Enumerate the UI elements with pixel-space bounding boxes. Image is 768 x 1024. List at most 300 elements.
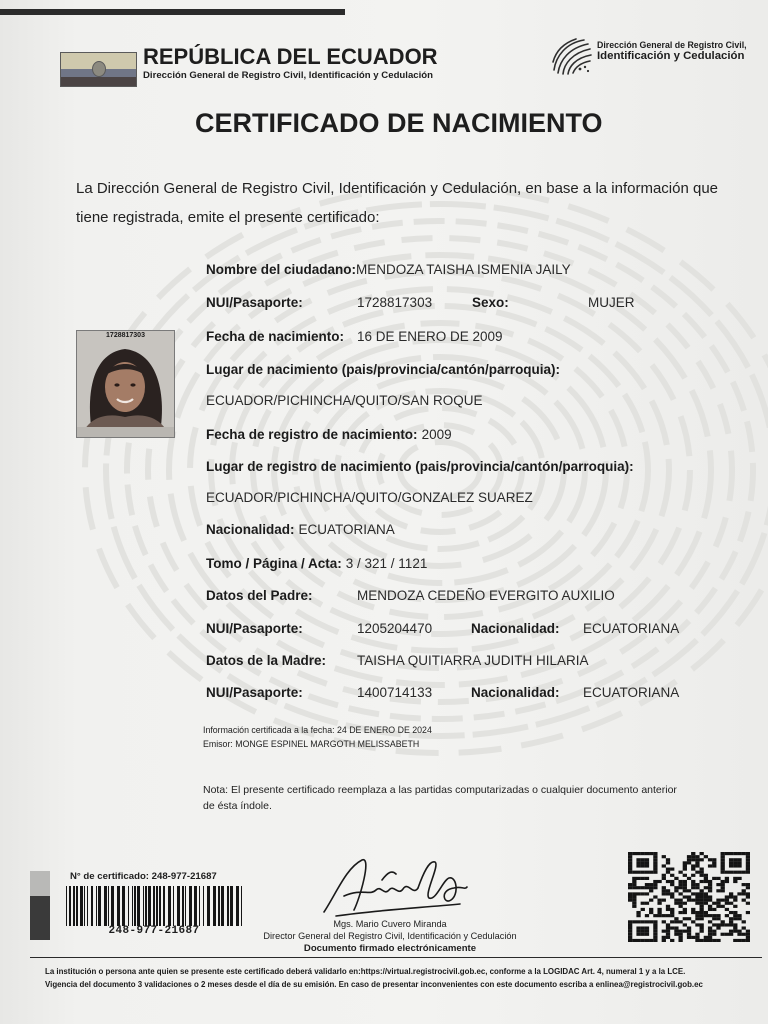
record-label: Tomo / Página / Acta: xyxy=(206,556,342,571)
barcode-bar xyxy=(73,886,75,926)
qr-module xyxy=(636,858,640,861)
barcode-bar xyxy=(185,886,186,926)
qr-module xyxy=(737,930,741,933)
qr-module xyxy=(645,886,649,889)
barcode-bar xyxy=(98,886,101,926)
qr-module xyxy=(641,864,645,867)
qr-module xyxy=(704,902,708,905)
qr-module xyxy=(636,911,640,914)
barcode-bar xyxy=(137,886,140,926)
qr-module xyxy=(670,908,674,911)
qr-module xyxy=(666,871,670,874)
qr-module xyxy=(645,864,649,867)
qr-module xyxy=(649,871,653,874)
qr-module xyxy=(733,861,737,864)
barcode-bar xyxy=(69,886,71,926)
citizen-id-label: NUI/Pasaporte: xyxy=(206,295,303,310)
qr-module xyxy=(641,920,645,923)
nationality-row xyxy=(206,522,395,538)
barcode-number: 248-977-21687 xyxy=(108,925,200,937)
certification-date-line: Información certificada a la fecha: 24 DE ENERO DE 2024 xyxy=(203,725,432,735)
qr-module xyxy=(653,864,657,867)
qr-module xyxy=(746,911,750,914)
qr-module xyxy=(678,933,682,936)
qr-module xyxy=(662,889,666,892)
barcode-bar xyxy=(199,886,200,926)
qr-module xyxy=(712,858,716,861)
qr-module xyxy=(674,933,678,936)
qr-module xyxy=(737,861,741,864)
qr-module xyxy=(653,871,657,874)
qr-module xyxy=(670,939,674,942)
qr-module xyxy=(628,883,632,886)
qr-module xyxy=(746,930,750,933)
qr-module xyxy=(721,855,725,858)
qr-module xyxy=(666,933,670,936)
qr-module xyxy=(691,886,695,889)
qr-module xyxy=(678,880,682,883)
qr-module xyxy=(674,917,678,920)
barcode-bar xyxy=(213,886,216,926)
qr-module xyxy=(712,861,716,864)
photo-id-text: 1728817303 xyxy=(106,332,145,339)
citizen-name-value: MENDOZA TAISHA ISMENIA JAILY xyxy=(356,262,571,277)
mother-id-value: 1400714133 xyxy=(357,685,433,700)
barcode-bar xyxy=(159,886,161,926)
qr-module xyxy=(700,874,704,877)
barcode-bar xyxy=(153,886,155,926)
qr-module xyxy=(687,936,691,939)
qr-module xyxy=(733,939,737,942)
qr-module xyxy=(700,902,704,905)
qr-module xyxy=(712,914,716,917)
barcode-bar xyxy=(66,886,67,926)
qr-module xyxy=(725,895,729,898)
birth-date-label: Fecha de nacimiento: xyxy=(206,329,345,344)
qr-module xyxy=(687,858,691,861)
qr-module xyxy=(725,933,729,936)
stamp-block-dark xyxy=(30,896,50,940)
barcode-bar xyxy=(227,886,229,926)
qr-module xyxy=(678,936,682,939)
qr-module xyxy=(628,858,632,861)
barcode-bar xyxy=(148,886,151,926)
qr-module xyxy=(691,868,695,871)
flag-emblem-icon xyxy=(92,61,106,77)
qr-module xyxy=(746,868,750,871)
qr-module xyxy=(746,939,750,942)
qr-module xyxy=(725,899,729,902)
qr-module xyxy=(700,868,704,871)
qr-module xyxy=(653,861,657,864)
qr-module xyxy=(636,926,640,929)
qr-module xyxy=(700,895,704,898)
qr-module xyxy=(708,908,712,911)
qr-module xyxy=(691,911,695,914)
qr-module xyxy=(641,886,645,889)
qr-module xyxy=(653,933,657,936)
qr-module xyxy=(704,886,708,889)
qr-module xyxy=(729,861,733,864)
qr-module xyxy=(721,905,725,908)
qr-module xyxy=(628,868,632,871)
barcode-bar xyxy=(117,886,120,926)
logo-caption-line1: Dirección General de Registro Civil, xyxy=(597,40,747,50)
qr-module xyxy=(721,886,725,889)
qr-module xyxy=(708,886,712,889)
qr-module xyxy=(636,914,640,917)
qr-module xyxy=(662,874,666,877)
qr-module xyxy=(632,895,636,898)
qr-module xyxy=(691,899,695,902)
qr-module xyxy=(708,899,712,902)
qr-module xyxy=(670,911,674,914)
qr-module xyxy=(746,886,750,889)
qr-module xyxy=(632,852,636,855)
qr-module xyxy=(742,926,746,929)
qr-module xyxy=(708,930,712,933)
mother-nationality-label: Nacionalidad: xyxy=(471,685,560,700)
qr-module xyxy=(641,892,645,895)
qr-module xyxy=(712,877,716,880)
qr-module xyxy=(725,877,729,880)
barcode-bar xyxy=(76,886,78,926)
flag-red-band xyxy=(61,77,136,86)
qr-module xyxy=(683,908,687,911)
qr-module xyxy=(666,868,670,871)
barcode-bar xyxy=(156,886,158,926)
birth-place-label-row xyxy=(206,362,560,378)
qr-module xyxy=(678,892,682,895)
qr-module xyxy=(737,871,741,874)
mother-id-label: NUI/Pasaporte: xyxy=(206,685,303,700)
record-row xyxy=(206,556,427,572)
qr-module xyxy=(695,855,699,858)
qr-module xyxy=(628,933,632,936)
qr-module xyxy=(729,858,733,861)
barcode-bar xyxy=(207,886,210,926)
qr-module xyxy=(733,899,737,902)
qr-module xyxy=(683,911,687,914)
qr-module xyxy=(641,877,645,880)
barcode-bar xyxy=(134,886,136,926)
country-heading: REPÚBLICA DEL ECUADOR xyxy=(143,44,438,69)
qr-module xyxy=(733,905,737,908)
qr-module xyxy=(716,923,720,926)
qr-module xyxy=(729,911,733,914)
qr-module xyxy=(645,871,649,874)
qr-module xyxy=(704,899,708,902)
qr-module xyxy=(712,917,716,920)
qr-module xyxy=(691,920,695,923)
qr-module xyxy=(678,871,682,874)
qr-module xyxy=(708,858,712,861)
qr-module xyxy=(641,930,645,933)
father-id-row xyxy=(206,621,706,637)
qr-module xyxy=(733,930,737,933)
qr-module xyxy=(729,852,733,855)
qr-module xyxy=(657,914,661,917)
qr-module xyxy=(712,908,716,911)
qr-module xyxy=(704,914,708,917)
qr-module xyxy=(716,905,720,908)
qr-module xyxy=(653,855,657,858)
qr-module xyxy=(729,871,733,874)
barcode-bar xyxy=(111,886,114,926)
birth-date-value: 16 DE ENERO DE 2009 xyxy=(357,329,503,344)
qr-module xyxy=(687,926,691,929)
registration-place-label: Lugar de registro de nacimiento (pais/provincia/cantón/parroquia): xyxy=(206,459,634,474)
certificate-number: N° de certificado: 248-977-21687 xyxy=(70,871,217,882)
qr-module xyxy=(721,864,725,867)
qr-module xyxy=(683,930,687,933)
qr-module xyxy=(700,911,704,914)
qr-module xyxy=(645,930,649,933)
qr-module xyxy=(628,936,632,939)
qr-module xyxy=(737,852,741,855)
qr-module xyxy=(700,852,704,855)
qr-module xyxy=(716,899,720,902)
qr-module xyxy=(636,864,640,867)
qr-module xyxy=(653,858,657,861)
qr-module xyxy=(700,923,704,926)
qr-module xyxy=(700,889,704,892)
qr-module xyxy=(721,899,725,902)
qr-module xyxy=(636,933,640,936)
qr-module xyxy=(683,889,687,892)
qr-module xyxy=(721,861,725,864)
qr-module xyxy=(695,871,699,874)
qr-module xyxy=(737,877,741,880)
qr-module xyxy=(733,858,737,861)
qr-module xyxy=(733,871,737,874)
qr-module xyxy=(641,861,645,864)
nationality-value: ECUATORIANA xyxy=(298,522,395,537)
qr-module xyxy=(641,902,645,905)
father-nationality-label: Nacionalidad: xyxy=(471,621,560,636)
qr-module xyxy=(708,889,712,892)
qr-module xyxy=(632,902,636,905)
intro-line-1: La Dirección General de Registro Civil, Identificación y Cedulación, en base a la información que xyxy=(76,180,719,197)
qr-module xyxy=(653,868,657,871)
qr-module xyxy=(628,892,632,895)
qr-module xyxy=(737,892,741,895)
qr-module xyxy=(649,899,653,902)
qr-module xyxy=(721,868,725,871)
qr-code xyxy=(628,852,750,942)
qr-module xyxy=(704,911,708,914)
qr-module xyxy=(700,939,704,942)
qr-module xyxy=(691,864,695,867)
qr-module xyxy=(704,936,708,939)
citizen-id-row xyxy=(206,295,706,311)
qr-module xyxy=(746,852,750,855)
barcode-bar xyxy=(143,886,144,926)
qr-module xyxy=(721,883,725,886)
qr-module xyxy=(700,930,704,933)
qr-module xyxy=(683,861,687,864)
father-nationality-value: ECUATORIANA xyxy=(583,621,680,636)
qr-module xyxy=(628,855,632,858)
barcode-bar xyxy=(189,886,192,926)
barcode-bar xyxy=(173,886,174,926)
barcode-bar xyxy=(145,886,147,926)
qr-module xyxy=(721,889,725,892)
qr-module xyxy=(704,855,708,858)
qr-module xyxy=(725,871,729,874)
qr-module xyxy=(704,877,708,880)
qr-module xyxy=(645,883,649,886)
qr-module xyxy=(653,895,657,898)
qr-module xyxy=(695,858,699,861)
qr-module xyxy=(742,889,746,892)
registration-place-value: ECUADOR/PICHINCHA/QUITO/GONZALEZ SUAREZ xyxy=(206,490,533,505)
qr-module xyxy=(645,920,649,923)
qr-module xyxy=(704,892,708,895)
qr-module xyxy=(691,874,695,877)
qr-module xyxy=(666,923,670,926)
qr-module xyxy=(632,880,636,883)
qr-module xyxy=(670,892,674,895)
qr-module xyxy=(700,858,704,861)
qr-module xyxy=(712,933,716,936)
qr-module xyxy=(628,920,632,923)
qr-module xyxy=(649,883,653,886)
qr-module xyxy=(653,914,657,917)
qr-module xyxy=(649,852,653,855)
qr-module xyxy=(687,899,691,902)
issuer-line: Emisor: MONGE ESPINEL MARGOTH MELISSABETH xyxy=(203,739,420,749)
qr-module xyxy=(628,926,632,929)
qr-module xyxy=(657,908,661,911)
qr-module xyxy=(708,920,712,923)
qr-module xyxy=(746,855,750,858)
qr-module xyxy=(653,883,657,886)
qr-module xyxy=(716,889,720,892)
barcode-bar xyxy=(122,886,125,926)
qr-module xyxy=(670,895,674,898)
nationality-label: Nacionalidad: xyxy=(206,522,295,537)
qr-module xyxy=(666,930,670,933)
qr-module xyxy=(691,892,695,895)
barcode-bar xyxy=(132,886,133,926)
qr-module xyxy=(687,930,691,933)
barcode-bar xyxy=(194,886,197,926)
qr-module xyxy=(687,917,691,920)
mother-id-row xyxy=(206,685,706,701)
qr-module xyxy=(733,911,737,914)
qr-module xyxy=(666,905,670,908)
qr-module xyxy=(712,923,716,926)
qr-module xyxy=(649,889,653,892)
qr-module xyxy=(695,923,699,926)
qr-module xyxy=(687,895,691,898)
qr-module xyxy=(641,858,645,861)
barcode-bar xyxy=(168,886,171,926)
qr-module xyxy=(737,939,741,942)
barcode-bar xyxy=(182,886,184,926)
qr-module xyxy=(691,936,695,939)
barcode-bar xyxy=(108,886,109,926)
father-id-label: NUI/Pasaporte: xyxy=(206,621,303,636)
intro-line-2: tiene registrada, emite el presente certificado: xyxy=(76,209,380,226)
qr-module xyxy=(678,939,682,942)
qr-module xyxy=(645,926,649,929)
qr-module xyxy=(683,895,687,898)
qr-module xyxy=(700,899,704,902)
qr-module xyxy=(737,858,741,861)
qr-module xyxy=(695,911,699,914)
qr-module xyxy=(691,883,695,886)
qr-module xyxy=(716,914,720,917)
qr-module xyxy=(683,886,687,889)
qr-module xyxy=(691,855,695,858)
portrait-image xyxy=(77,331,174,437)
qr-module xyxy=(662,936,666,939)
barcode-bar xyxy=(80,886,83,926)
qr-module xyxy=(645,877,649,880)
barcode-bar xyxy=(104,886,107,926)
qr-module xyxy=(632,886,636,889)
qr-module xyxy=(662,914,666,917)
qr-module xyxy=(700,914,704,917)
qr-module xyxy=(636,871,640,874)
qr-module xyxy=(645,914,649,917)
mother-label: Datos de la Madre: xyxy=(206,653,327,668)
qr-module xyxy=(708,864,712,867)
record-value: 3 / 321 / 1121 xyxy=(345,556,428,571)
qr-module xyxy=(695,936,699,939)
footer-validation-line: La institución o persona ante quien se presente este certificado deberá validarlo en:https://virtual.registrocivil.gob.ec, conforme a la LOGIDAC Art. 4, numeral 1 y a la LCE. xyxy=(45,967,686,976)
qr-module xyxy=(691,858,695,861)
qr-module xyxy=(746,864,750,867)
qr-module xyxy=(708,936,712,939)
qr-module xyxy=(708,933,712,936)
qr-module xyxy=(683,883,687,886)
qr-module xyxy=(708,914,712,917)
qr-module xyxy=(662,920,666,923)
qr-module xyxy=(657,902,661,905)
qr-module xyxy=(645,858,649,861)
qr-module xyxy=(742,899,746,902)
qr-module xyxy=(737,933,741,936)
qr-module xyxy=(649,920,653,923)
citizen-name-label: Nombre del ciudadano: xyxy=(206,262,357,277)
qr-module xyxy=(636,930,640,933)
qr-module xyxy=(746,902,750,905)
qr-module xyxy=(687,855,691,858)
electronic-signature-note: Documento firmado electrónicamente xyxy=(303,943,477,954)
qr-module xyxy=(670,883,674,886)
handwritten-signature xyxy=(318,850,468,922)
qr-module xyxy=(695,895,699,898)
qr-module xyxy=(721,923,725,926)
qr-module xyxy=(737,914,741,917)
qr-module xyxy=(662,886,666,889)
qr-module xyxy=(746,861,750,864)
qr-module xyxy=(641,926,645,929)
qr-module xyxy=(632,883,636,886)
qr-module xyxy=(716,877,720,880)
qr-module xyxy=(662,877,666,880)
registration-place-label-row xyxy=(206,459,634,475)
qr-module xyxy=(666,858,670,861)
qr-module xyxy=(653,880,657,883)
qr-module xyxy=(695,902,699,905)
qr-module xyxy=(641,852,645,855)
qr-module xyxy=(628,864,632,867)
qr-module xyxy=(712,864,716,867)
